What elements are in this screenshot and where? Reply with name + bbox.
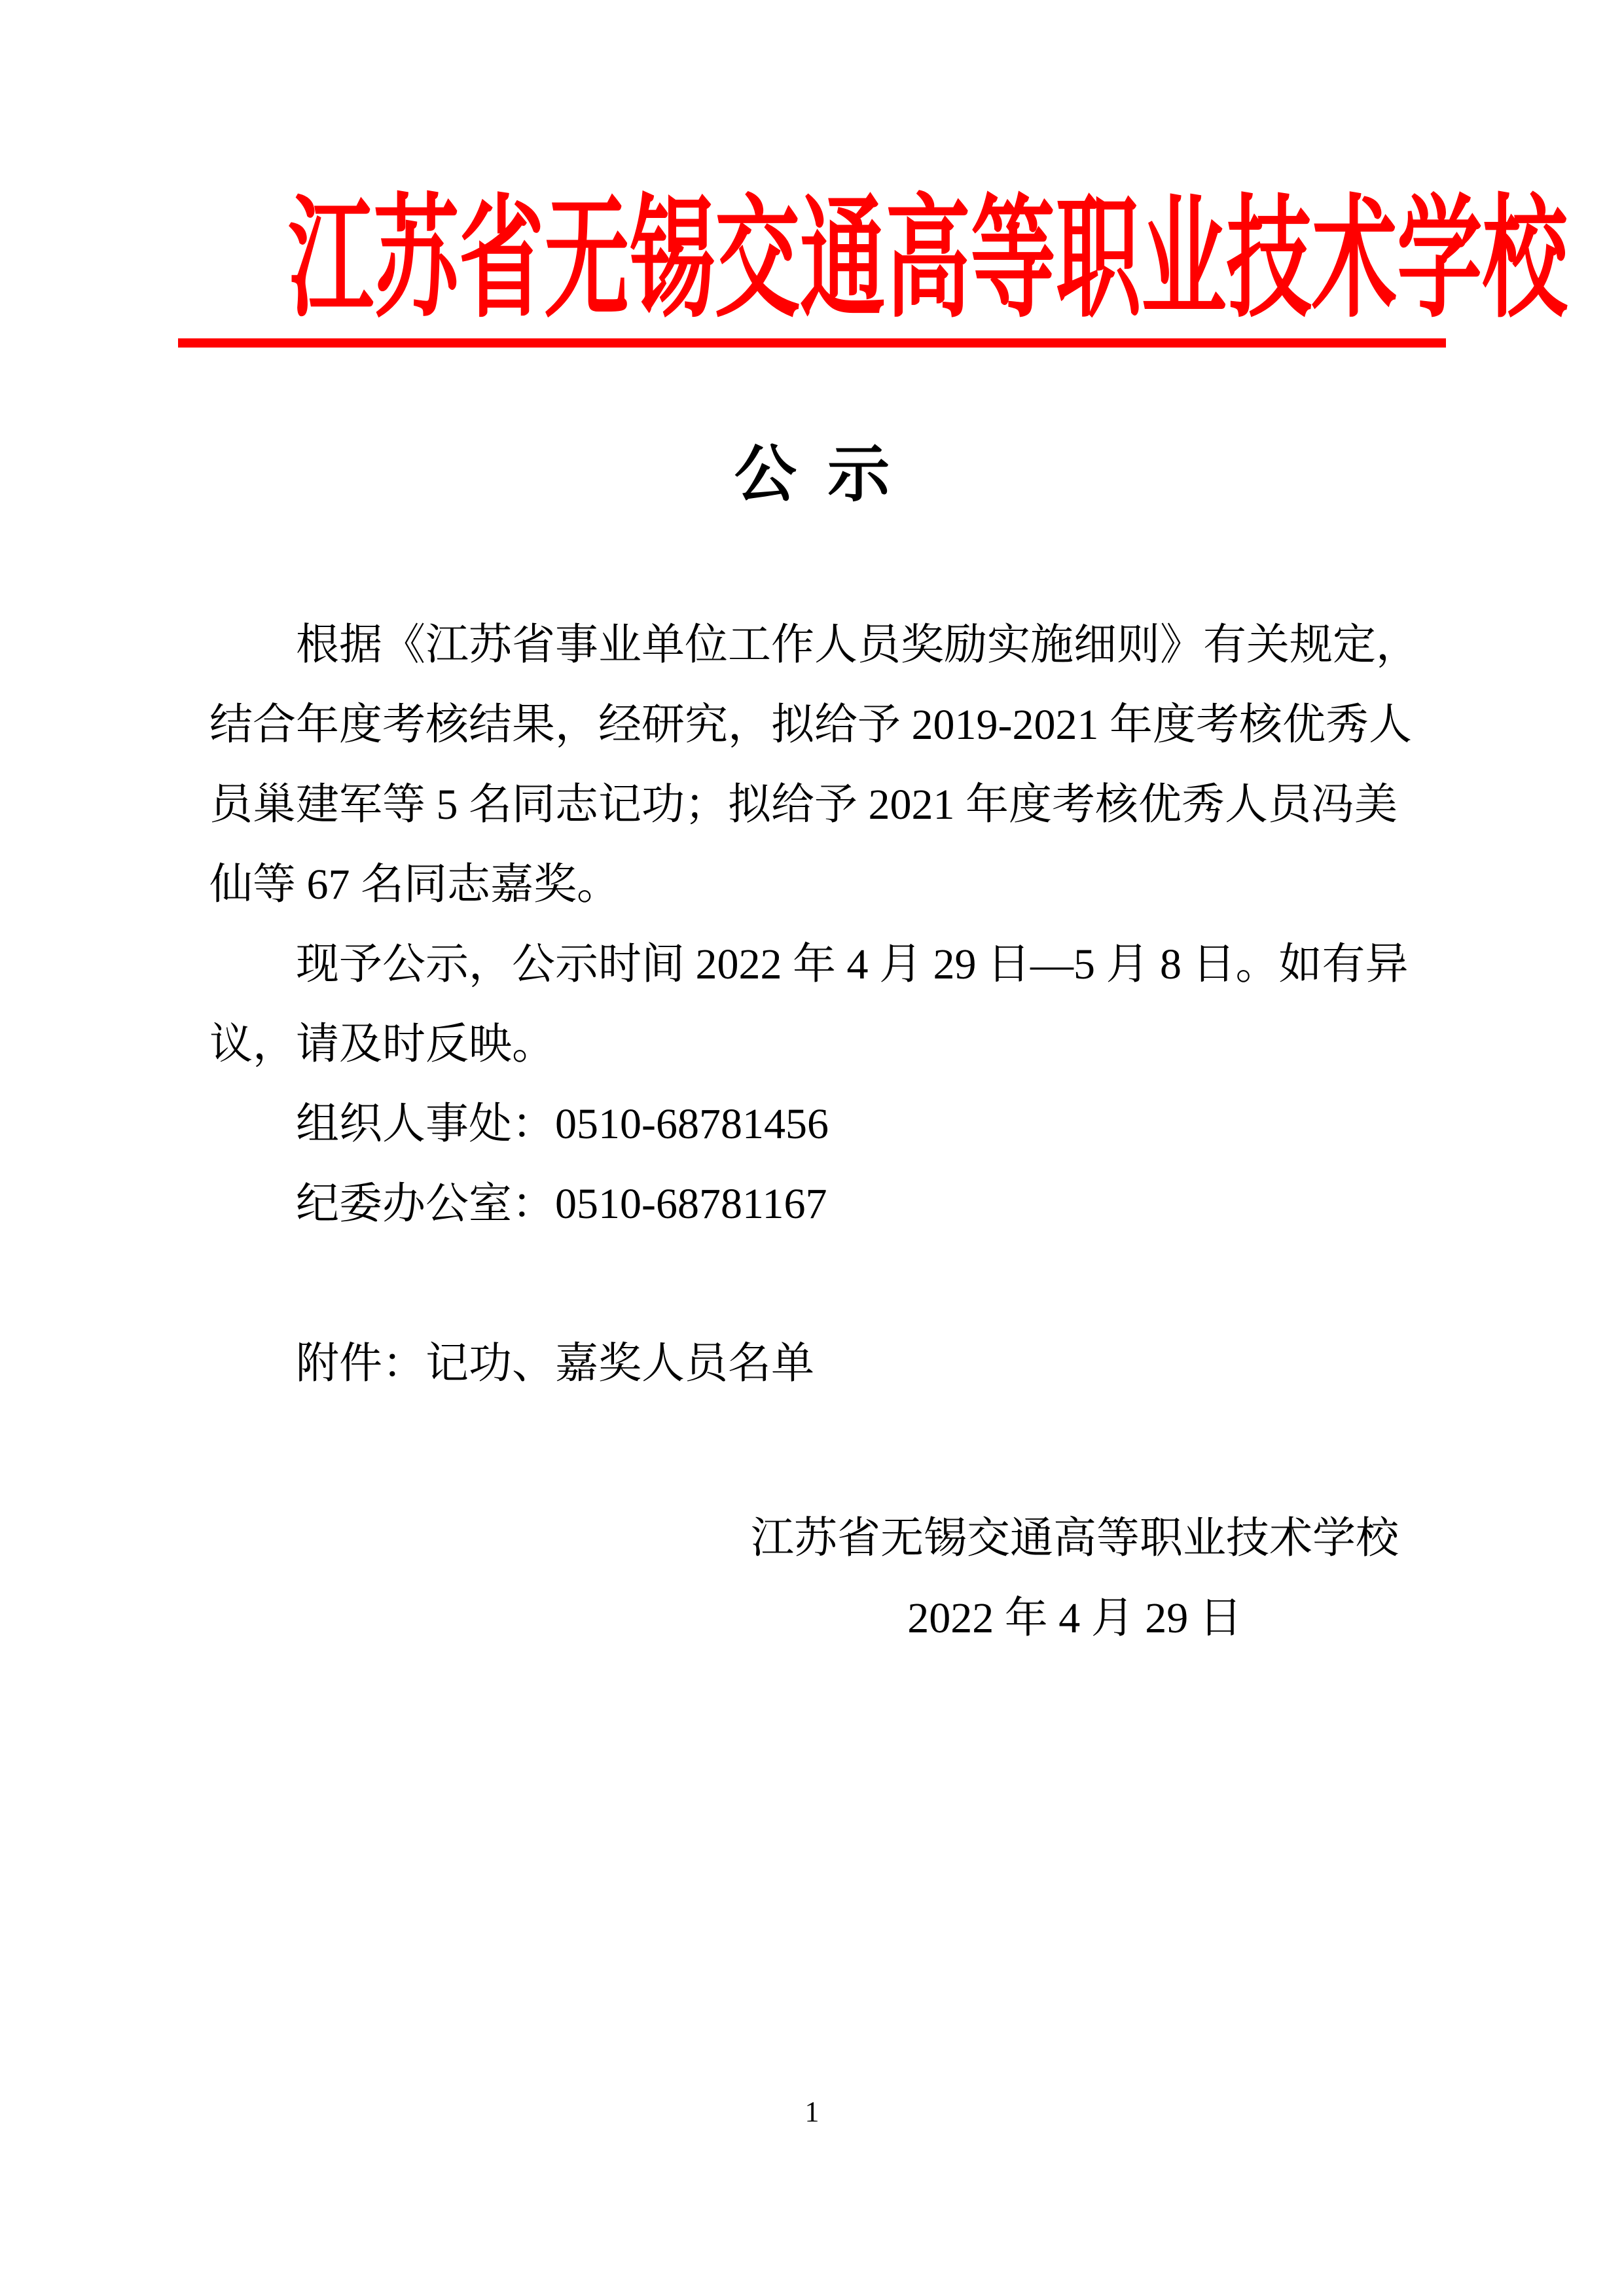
letterhead-school-title: 江苏省无锡交通高等职业技术学校 xyxy=(288,187,1568,333)
attachment-line: 附件：记功、嘉奖人员名单 xyxy=(296,1340,814,1388)
signature-org: 江苏省无锡交通高等职业技术学校 xyxy=(751,1515,1399,1562)
paragraph2-line-2: 议，请及时反映。 xyxy=(209,1020,555,1068)
paragraph1-line-1: 根据《江苏省事业单位工作人员奖励实施细则》有关规定， xyxy=(296,621,1419,669)
paragraph2-line-1: 现予公示，公示时间 2022 年 4 月 29 日—5 月 8 日。如有异 xyxy=(296,941,1409,988)
notice-title: 公 示 xyxy=(734,440,890,509)
paragraph1-line-4: 仙等 67 名同志嘉奖。 xyxy=(209,861,620,908)
blank-line xyxy=(209,1244,1415,1324)
page-number: 1 xyxy=(804,2096,820,2128)
contact-line-hr-office: 组织人事处：0510-68781456 xyxy=(296,1100,829,1148)
signature-date: 2022 年 4 月 29 日 xyxy=(907,1594,1242,1642)
letterhead-underline xyxy=(178,338,1446,348)
paragraph1-line-3: 员巢建军等 5 名同志记功；拟给予 2021 年度考核优秀人员冯美 xyxy=(209,781,1398,829)
notice-body xyxy=(209,605,1419,1404)
paragraph1-line-2: 结合年度考核结果，经研究，拟给予 2019-2021 年度考核优秀人 xyxy=(209,701,1412,749)
contact-line-discipline-office: 纪委办公室：0510-68781167 xyxy=(296,1180,827,1228)
signature-block xyxy=(732,1499,1418,1659)
